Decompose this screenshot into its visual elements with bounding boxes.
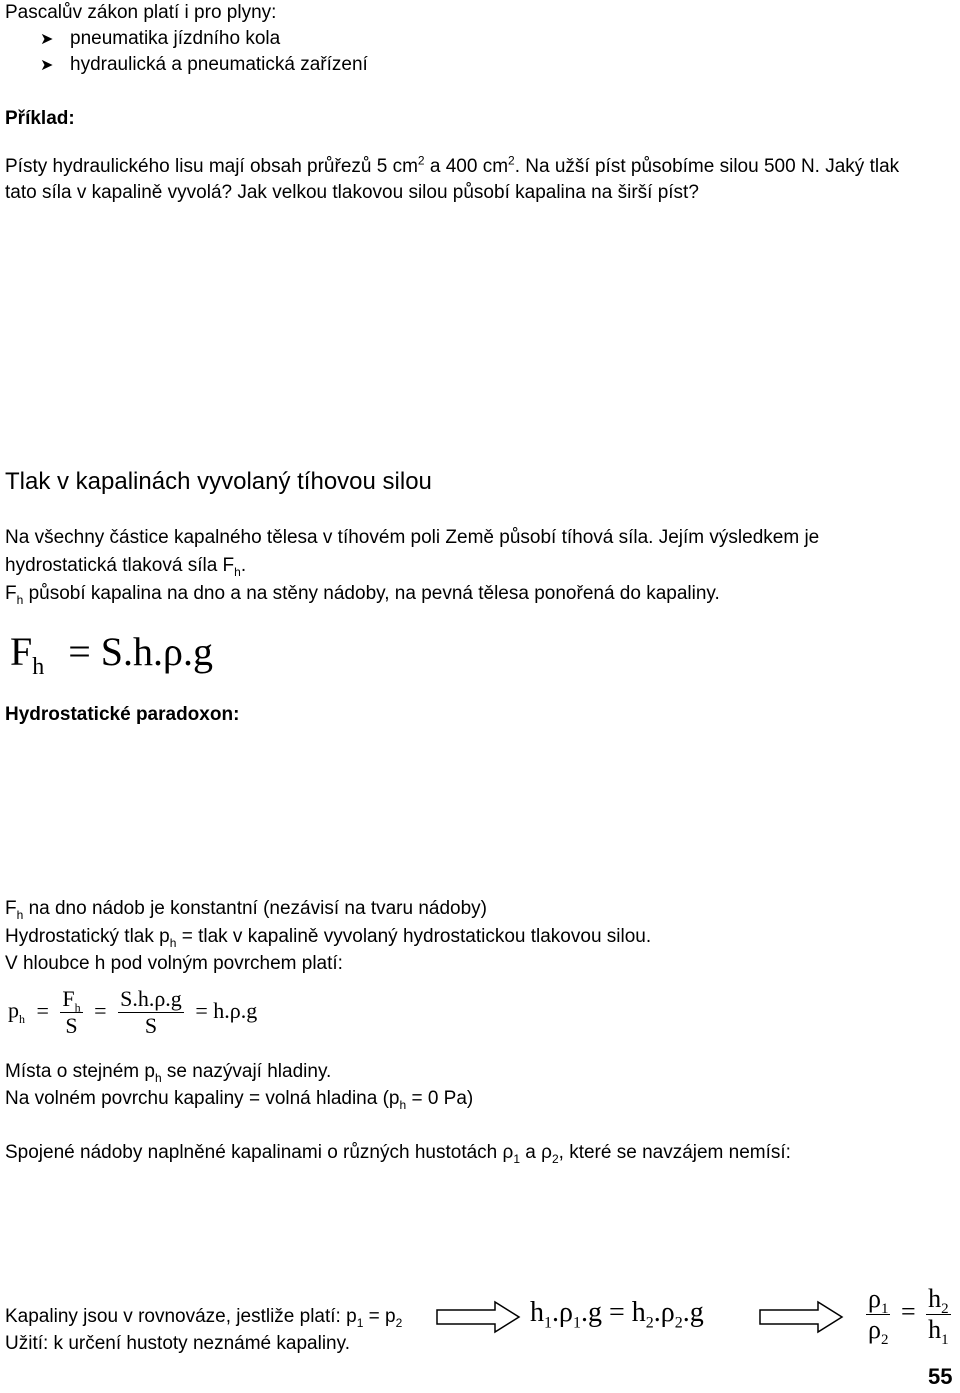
pascal-intro: Pascalův zákon platí i pro plyny:	[5, 2, 277, 23]
paragraph: Hydrostatický tlak $p_h$ = tlak v kapalině vyvolaný hydrostatickou tlakovou silou.	[5, 926, 652, 950]
list-item: ➤ hydraulická a pneumatická zařízení	[40, 54, 368, 75]
paragraph: Užití: k určení hustoty neznámé kapaliny.	[5, 1333, 350, 1354]
fraction: $\frac{F_h}{S}$	[62, 986, 81, 1038]
example-label: Příklad:	[5, 108, 75, 129]
paragraph: Na volném povrchu kapaliny = volná hladina ($p_h = 0$ Pa)	[5, 1088, 474, 1112]
paragraph: V hloubce h pod volným povrchem platí:	[5, 953, 343, 974]
paragraph: $F_h$ působí kapalina na dno a na stěny nádoby, na pevná tělesa ponořená do kapaliny.	[5, 583, 720, 607]
paradox-heading: Hydrostatické paradoxon:	[5, 704, 240, 725]
list-item: ➤ pneumatika jízdního kola	[40, 28, 281, 49]
paragraph: Spojené nádoby naplněné kapalinami o různých hustotách $\rho_1$ a $\rho_2$, které se navzájem nemísí:	[5, 1142, 791, 1166]
paragraph: Na všechny částice kapalného tělesa v tíhovém poli Země působí tíhová síla. Jejím výsledkem je	[5, 527, 820, 548]
arrow-right-icon	[758, 1300, 844, 1334]
example-text-line1: Písty hydraulického lisu mají obsah průřezů 5 $cm^2$ a 400 $cm^2$. Na užší píst působíme silou 500 N. Jaký tlak	[5, 153, 900, 177]
formula-hydrostatic-force: $F_h = S.h.\rho.g$	[10, 629, 214, 680]
formula-density-ratio: $\frac{\rho_1}{\rho_2}$ = $\frac{h_2}{h_1}$	[868, 1284, 949, 1349]
arrow-bullet-icon: ➤	[40, 57, 54, 74]
fraction: $\frac{S.h.\rho.g}{S}$	[120, 986, 182, 1038]
paragraph: hydrostatická tlaková síla $F_h$.	[5, 555, 247, 579]
arrow-right-icon	[435, 1300, 521, 1334]
paragraph: $F_h$ na dno nádob je konstantní (nezávisí na tvaru nádoby)	[5, 898, 487, 922]
formula-hydrostatic-pressure: $p_h$ = $\frac{F_h}{S}$ = $\frac{S.h.\rho.g}{S}$ = h.ρ.g	[8, 986, 258, 1038]
formula-equilibrium: $h_1.\rho_1.g = h_2.\rho_2.g$	[530, 1297, 704, 1332]
page-number: 55	[928, 1364, 953, 1389]
section-heading: Tlak v kapalinách vyvolaný tíhovou silou	[5, 468, 432, 495]
paragraph: Kapaliny jsou v rovnováze, jestliže platí: $p_1 = p_2$	[5, 1306, 403, 1330]
arrow-bullet-icon: ➤	[40, 31, 54, 48]
example-text-line2: tato síla v kapalině vyvolá? Jak velkou tlakovou silou působí kapalina na širší píst?	[5, 182, 699, 203]
paragraph: Místa o stejném $p_h$ se nazývají hladiny.	[5, 1061, 332, 1085]
